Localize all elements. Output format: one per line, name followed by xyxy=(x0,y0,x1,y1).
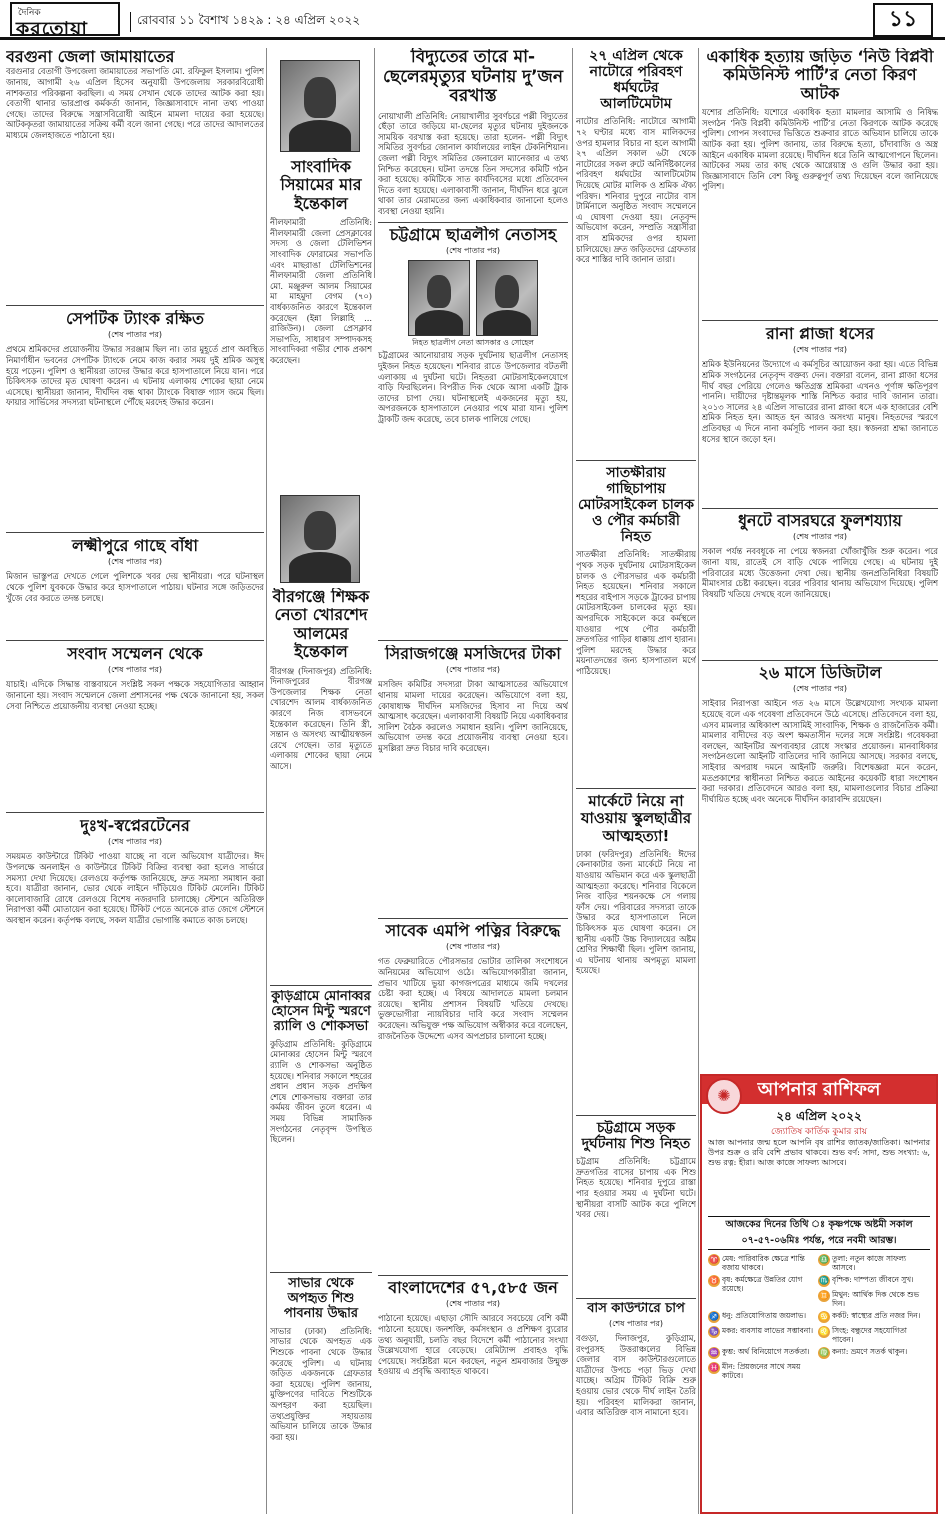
article-body: কুড়িগ্রাম প্রতিনিধি: কুড়িগ্রামে মোনাব্বর হোসেন মিন্টু স্মরণে র‌্যালি ও শোকসভা অনুষ্ঠিত হয়েছে। শনিবার সকালে শহরের প্রধান প্রধান সড়ক প্রদক্ষিণ শেষে শোকসভায় বক্তারা তার কর্মময় জীবন তুলে ধরেন। এ সময় বিভিন্ন সামাজিক সংগঠনের নেতৃবৃন্দ উপস্থিত ছিলেন। xyxy=(270,1038,372,1145)
article-body: যশোর প্রতিনিধি: যশোরে একাধিক হত্যা মামলার আসামি ও নিষিদ্ধ সংগঠন ‘নিউ বিপ্লবী কমিউনিস্ট পার্টি’র নেতা কিরণকে আটক করেছে পুলিশ। গোপন সংবাদের ভিত্তিতে শুক্রবার রাতে অভিযান চালিয়ে তাকে আটক করা হয়। পুলিশ জানায়, তার বিরুদ্ধে হত্যা, চাঁদাবাজি ও অস্ত্র আইনে একাধিক মামলা রয়েছে। দীর্ঘদিন ধরে তিনি আত্মগোপনে ছিলেন। আটকের সময় তার কাছ থেকে আগ্নেয়াস্ত্র ও গুলি উদ্ধার করা হয়। জিজ্ঞাসাবাদে তিনি বেশ কিছু গুরুত্বপূর্ণ তথ্য দিয়েছেন বলে জানিয়েছে পুলিশ। xyxy=(702,107,938,192)
article-body: প্রথমে শ্রমিকদের প্রয়োজনীয় উদ্ধার সরঞ্জাম ছিল না। তার মুহূর্তে প্রাণ অবস্থিত নিমার্ণাধীন ভবনের সেপটিক ট্যাংকে নেমে কাজ করার সময় দুই শ্রমিক অসুস্থ হয়ে পড়েন। পুলিশ ও স্থানীয়রা তাদের উদ্ধার করে হাসপাতালে নিয়ে যান। পরে চিকিৎসক তাদের মৃত ঘোষণা করেন। এ ঘটনায় এলাকায় শোকের ছায়া নেমে এসেছে। স্থানীয়রা জানান, দীর্ঘদিন বন্ধ থাকা ট্যাংকে বিষাক্ত গ্যাস জমে ছিল। ফায়ার সার্ভিসের সদস্যরা ঘটনাস্থলে পৌঁছে মরদেহ উদ্ধার করেন। xyxy=(6,344,264,408)
divider xyxy=(576,788,696,789)
article-septic-tank xyxy=(6,310,264,530)
column-rule xyxy=(698,48,699,1514)
pisces-icon: ♓ xyxy=(709,1363,719,1372)
divider xyxy=(270,985,372,986)
virgo-icon: ♍ xyxy=(819,1348,829,1357)
horoscope-intro: আজ আপনার জন্ম হলে আপনি বৃষ রাশির জাতক/জাতিকা। আপনার উপর শুক্র ও রবি বেশি প্রভাব থাকবে। শুভ বর্ণ: সাদা, শুভ সংখ্যা: ৬, শুভ রত্ন: হীরা। আজ কাজে সাফল্য আসবে। xyxy=(708,1138,930,1168)
article-body: মসজিদ কমিটির সদস্যরা টাকা আত্মসাতের অভিযোগে থানায় মামলা দায়ের করেছেন। অভিযোগে বলা হয়, কোষাধ্যক্ষ দীর্ঘদিন মসজিদের হিসাব না দিয়ে অর্থ আত্মসাৎ করেছেন। এলাকাবাসী বিষয়টি নিয়ে একাধিকবার সালিশ বৈঠক করলেও সমাধান হয়নি। পুলিশ জানিয়েছে, অভিযোগ তদন্ত করে প্রয়োজনীয় ব্যবস্থা নেওয়া হবে। মুসল্লিরা দ্রুত বিচার দাবি করেছেন। xyxy=(378,679,568,753)
article-ctg-student xyxy=(378,226,568,636)
leo-icon: ♌ xyxy=(819,1327,829,1336)
article-bus-counter xyxy=(576,1302,696,1512)
divider xyxy=(702,660,938,661)
continuation-note: (শেষ পাতার পর) xyxy=(107,557,163,567)
divider xyxy=(576,460,696,461)
article-headline[interactable]: ২৬ মাসে ডিজিটাল xyxy=(758,664,882,682)
article-body: সাভার (ঢাকা) প্রতিনিধি: সাভার থেকে অপহৃত এক শিশুকে পাবনা থেকে উদ্ধার করেছে পুলিশ। এ ঘটনায় জড়িত একজনকে গ্রেফতার করা হয়েছে। পুলিশ জানায়, মুক্তিপণের দাবিতে শিশুটিকে অপহরণ করা হয়েছিল। তথ্যপ্রযুক্তির সহায়তায় অভিযান চালিয়ে তাকে উদ্ধার করা হয়। xyxy=(270,1325,372,1442)
article-schoolgirl xyxy=(576,793,696,1113)
column-rule xyxy=(374,48,375,278)
article-lakshmipur xyxy=(6,537,264,637)
continuation-note: (শেষ পাতার পর) xyxy=(445,246,501,256)
article-sirajganj xyxy=(378,645,568,915)
masthead xyxy=(0,0,945,40)
article-body: গত ফেব্রুয়ারিতে পৌরসভার ভোটার তালিকা সংশোধনে অনিয়মের অভিযোগ ওঠে। অভিযোগকারীরা জানান, প্রভাব খাটিয়ে ভুয়া কাগজপত্রের মাধ্যমে জমি দখলের চেষ্টা করা হচ্ছে। এ বিষয়ে আদালতে মামলা চলমান রয়েছে। স্থানীয় প্রশাসন বিষয়টি খতিয়ে দেখছে। ভুক্তভোগীরা ন্যায়বিচার দাবি করে সংবাদ সম্মেলন করেছেন। অভিযুক্ত পক্ষ অভিযোগ অস্বীকার করে বলেছেন, রাজনৈতিক উদ্দেশ্যে এসব অপপ্রচার চালানো হচ্ছে। xyxy=(378,956,568,1041)
divider xyxy=(702,508,938,509)
article-rana-plaza xyxy=(702,325,938,505)
article-body: নাটোর প্রতিনিধি: নাটোরে আগামী ৭২ ঘণ্টার মধ্যে বাস মালিকদের ওপর হামলার বিচার না হলে আগামী ২৭ এপ্রিল সকাল ৬টা থেকে নাটোরের সকল রুটে অনির্দিষ্টকালের পরিবহণ ধর্মঘটের আলটিমেটাম দিয়েছে মোটর মালিক ও শ্রমিক ঐক্য পরিষদ। শনিবার দুপুরে নাটোর বাস টার্মিনালে অনুষ্ঠিত সংবাদ সম্মেলনে এ ঘোষণা দেওয়া হয়। নেতৃবৃন্দ অভিযোগ করেন, সম্প্রতি সন্ত্রাসীরা বাস শ্রমিকদের ওপর হামলা চালিয়েছে। দ্রুত জড়িতদের গ্রেফতার করে শাস্তির দাবি জানান তারা। xyxy=(576,116,696,265)
taurus-icon: ♉ xyxy=(709,1276,719,1285)
zodiac-signs-list xyxy=(708,1254,930,1510)
newspaper-logo[interactable] xyxy=(10,2,120,40)
article-train-tickets xyxy=(6,817,264,1512)
continuation-note: (শেষ পাতার পর) xyxy=(792,345,848,355)
article-dhunot xyxy=(702,512,938,657)
article-satkhira xyxy=(576,465,696,785)
divider xyxy=(378,640,568,641)
article-kiron-arrest xyxy=(702,48,938,318)
article-headline[interactable]: কুড়িগ্রামে মোনাব্বর হোসেন মিন্টু স্মরণে র‌্যালি ও শোকসভা xyxy=(271,990,371,1034)
article-body: চট্টগ্রাম প্রতিনিধি: চট্টগ্রামে দ্রুতগতির বাসের চাপায় এক শিশু নিহত হয়েছে। শনিবার দুপুরে রাস্তা পার হওয়ার সময় এ দুর্ঘটনা ঘটে। স্থানীয়রা বাসটি আটক করে পুলিশে খবর দেয়। xyxy=(576,1156,696,1220)
continuation-note: (শেষ পাতার পর) xyxy=(107,837,163,847)
divider xyxy=(6,305,264,306)
divider xyxy=(6,532,264,533)
divider xyxy=(6,640,264,641)
article-khorshed-obituary xyxy=(270,588,372,983)
portrait-photo xyxy=(408,260,470,336)
article-kurigram xyxy=(270,990,372,1270)
tithi-info: আজকের দিনের তিথি ঃ কৃষ্ণপক্ষে অষ্টমী সকাল ০৭-৫৭-০৬মিঃ পর্যন্ত, পরে নবমী আরম্ভ। xyxy=(708,1216,930,1250)
article-body: বীরগঞ্জ (দিনাজপুর) প্রতিনিধি: দিনাজপুরের বীরগঞ্জ উপজেলার শিক্ষক নেতা খোরশেদ আলম বার্ধক্যজনিত কারণে নিজ বাসভবনে ইন্তেকাল করেছেন। তিনি স্ত্রী, সন্তান ও অসংখ্য আত্মীয়স্বজন রেখে গেছেন। তার মৃত্যুতে এলাকায় শোকের ছায়া নেমে আসে। xyxy=(270,665,372,771)
page-number: ১১ xyxy=(873,3,933,37)
sagittarius-icon: ♐ xyxy=(709,1312,719,1321)
article-bangladesh-workers xyxy=(378,1279,568,1512)
article-body: মিজান ভাস্তুপত্র দেখতে গেলে পুলিশকে খবর দেয় স্থানীয়রা। পরে ঘটনাস্থল থেকে পুলিশ যুবককে উদ্ধার করে হাসপাতালে পাঠায়। ঘটনার সঙ্গে জড়িতদের খুঁজে বের করতে তদন্ত চলছে। xyxy=(6,571,264,603)
horoscope-date: ২৪ এপ্রিল ২০২২ xyxy=(776,1109,862,1123)
article-press-conference xyxy=(6,645,264,810)
capricorn-icon: ♑ xyxy=(709,1327,719,1336)
zodiac-sign: ♊ মিথুন: আর্থিক দিক থেকে শুভ দিন। xyxy=(819,1290,919,1308)
cancer-icon: ♋ xyxy=(819,1312,829,1321)
continuation-note: (শেষ পাতার পর) xyxy=(107,665,163,675)
horoscope-box xyxy=(700,1074,938,1514)
zodiac-sign: ♉ বৃষ: কর্মক্ষেত্রে উন্নতির যোগ রয়েছে। xyxy=(709,1275,803,1293)
divider xyxy=(270,1272,372,1273)
divider xyxy=(6,812,264,813)
article-headline[interactable]: সেপটিক ট্যাংক রক্ষিত xyxy=(66,310,204,328)
article-body: সময়মত কাউন্টারে টিকিট পাওয়া যাচ্ছে না বলে অভিযোগ যাত্রীদের। ঈদ উপলক্ষে অনলাইন ও কাউন্টারে টিকিট বিক্রির ব্যবস্থা করা হলেও সার্ভারে সমস্যা দেখা দিয়েছে। রেলওয়ে কর্তৃপক্ষ জানিয়েছে, দ্রুত সমস্যা সমাধান করা হবে। যাত্রীরা জানান, ভোর থেকে লাইনে দাঁড়িয়েও টিকিট মেলেনি। টিকিট কালোবাজারি রোধে রেলওয়ে বিশেষ নজরদারি চালাচ্ছে। স্টেশনে অতিরিক্ত নিরাপত্তা কর্মী মোতায়েন করা হয়েছে। টিকিট পেতে অনেকে রাত জেগে স্টেশনে অবস্থান করেন। কর্তৃপক্ষ বলছে, সকল যাত্রীর ভোগান্তি কমাতে কাজ চলছে। xyxy=(6,851,264,925)
logo-title: করতোয়া xyxy=(16,18,88,40)
divider xyxy=(576,1115,696,1116)
libra-icon: ♎ xyxy=(819,1255,829,1264)
article-headline[interactable]: সাংবাদিক সিয়ামের মার ইন্তেকাল xyxy=(280,158,362,213)
photo-caption: নিহত ছাত্রলীগ নেতা আসকার ও সোহেল xyxy=(412,338,534,348)
article-body: সকাল পর্যন্ত নববধূকে না পেয়ে স্বজনরা খোঁজাখুঁজি শুরু করেন। পরে জানা যায়, রাতেই সে বাড়ি থেকে পালিয়ে গেছে। এ ঘটনায় দুই পরিবারের মধ্যে উত্তেজনা দেখা দেয়। স্থানীয় জনপ্রতিনিধিরা বিষয়টি মীমাংসার চেষ্টা করছেন। বরের পরিবার থানায় অভিযোগ দিয়েছে। পুলিশ বিষয়টি খতিয়ে দেখছে বলে জানিয়েছে। xyxy=(702,546,938,599)
article-body: বগুড়া, দিনাজপুর, কুড়িগ্রাম, রংপুরসহ উত্তরাঞ্চলের বিভিন্ন জেলার বাস কাউন্টারগুলোতে যাত্রীদের উপচে পড়া ভিড় দেখা যাচ্ছে। অগ্রিম টিকিট বিক্রি শুরু হওয়ায় ভোর থেকে দীর্ঘ লাইন তৈরি হয়। পরিবহণ মালিকরা জানান, এবার অতিরিক্ত বাস নামানো হবে। xyxy=(576,1332,696,1418)
continuation-note: (শেষ পাতার পর) xyxy=(792,532,848,542)
article-headline[interactable]: একাধিক হত্যায় জড়িত ‘নিউ বিপ্লবী কমিউনিস্ট পার্টি’র নেতা কিরণ আটক xyxy=(706,48,934,103)
zodiac-sign: ♋ কর্কট: স্বাস্থ্যের প্রতি নজর দিন। xyxy=(819,1311,921,1321)
article-former-mp xyxy=(378,922,568,1272)
article-headline[interactable]: চট্টগ্রামে ছাত্রলীগ নেতাসহ xyxy=(389,226,557,244)
article-headline[interactable]: বাস কাউন্টারে চাপ xyxy=(587,1302,685,1316)
article-body: যাচাই। এদিকে সিদ্ধান্ত বাস্তবায়নে সংশ্লিষ্ট সকল পক্ষকে সহযোগিতার আহ্বান জানানো হয়। সংবাদ সম্মেলনে জেলা প্রশাসনের পক্ষ থেকে জানানো হয়, সকল সেবা নিশ্চিতে প্রয়োজনীয় ব্যবস্থা নেওয়া হচ্ছে। xyxy=(6,679,264,711)
zodiac-sign: ♌ সিংহ: বন্ধুদের সহযোগিতা পাবেন। xyxy=(819,1326,907,1344)
article-headline[interactable]: সিরাজগঞ্জে মসজিদের টাকা xyxy=(385,645,561,663)
zodiac-sign: ♎ তুলা: নতুন কাজে সাফল্য আসবে। xyxy=(819,1254,907,1272)
portrait-photo xyxy=(476,260,538,336)
photo-pair xyxy=(378,260,568,348)
article-headline[interactable]: সাভার থেকে অপহৃত শিশু পাবনায় উদ্ধার xyxy=(283,1277,359,1321)
zodiac-sign: ♓ মীন: প্রিয়জনের সাথে সময় কাটবে। xyxy=(709,1362,801,1380)
aquarius-icon: ♒ xyxy=(709,1348,719,1357)
horoscope-title[interactable]: আপনার রাশিফল xyxy=(702,1076,936,1104)
article-body: পাঠানো হয়েছে। এছাড়া সৌদি আরবে সবচেয়ে বেশি কর্মী পাঠানো হয়েছে। জনশক্তি, কর্মসংস্থান ও প্রশিক্ষণ ব্যুরোর তথ্য অনুযায়ী, চলতি বছর বিদেশে কর্মী পাঠানোর সংখ্যা উল্লেখযোগ্য হারে বেড়েছে। রেমিট্যান্স প্রবাহও বৃদ্ধি পেয়েছে। সংশ্লিষ্টরা মনে করছেন, নতুন শ্রমবাজার উন্মুক্ত হওয়ায় এ প্রবৃদ্ধি অব্যাহত থাকবে। xyxy=(378,1313,568,1377)
continuation-note: (শেষ পাতার পর) xyxy=(445,665,501,675)
divider xyxy=(576,1298,696,1299)
scorpio-icon: ♏ xyxy=(819,1276,829,1285)
article-siyam-obituary xyxy=(270,158,372,488)
article-digital-security xyxy=(702,664,938,1069)
zodiac-sign: ♍ কন্যা: ভ্রমণে সতর্ক থাকুন। xyxy=(819,1347,908,1357)
zodiac-wheel-icon: ✺ xyxy=(706,1078,742,1114)
article-ctg-child xyxy=(576,1120,696,1295)
article-savar xyxy=(270,1277,372,1512)
article-electric-death xyxy=(378,48,568,218)
portrait-photo xyxy=(280,60,360,152)
logo-subtitle: দৈনিক xyxy=(18,8,41,18)
column-rule xyxy=(572,48,573,1514)
continuation-note: (শেষ পাতার পর) xyxy=(445,942,501,952)
article-headline[interactable]: বিদ্যুতের তারে মা-ছেলেরমৃত্যুর ঘটনায় দু’জন বরখাস্ত xyxy=(383,48,563,107)
article-headline[interactable]: লক্ষ্মীপুরে গাছে বাঁধা xyxy=(71,537,199,555)
article-headline[interactable]: বাংলাদেশের ৫৭,৫৮৫ জন xyxy=(388,1279,558,1297)
article-natore-strike xyxy=(576,48,696,458)
divider xyxy=(378,1275,568,1276)
article-body: সাতক্ষীরা প্রতিনিধি: সাতক্ষীরায় পৃথক সড়ক দুর্ঘটনায় মোটরসাইকেল চালক ও পৌরসভার এক কর্মচারী নিহত হয়েছেন। শনিবার সকালে শহরের বাইপাস সড়কে ট্রাকের চাপায় মোটরসাইকেল চালকের মৃত্যু হয়। অপরদিকে সাইকেলে করে কর্মস্থলে যাওয়ার পথে পৌর কর্মচারী দ্রুতগতির গাড়ির ধাক্কায় প্রাণ হারান। পুলিশ মরদেহ উদ্ধার করে ময়নাতদন্তের জন্য হাসপাতাল মর্গে পাঠিয়েছে। xyxy=(576,549,696,676)
zodiac-sign: ♈ মেষ: পারিবারিক ক্ষেত্রে শান্তি বজায় থাকবে। xyxy=(709,1254,805,1272)
aries-icon: ♈ xyxy=(709,1255,719,1264)
dateline: রোববার ১১ বৈশাখ ১৪২৯ : ২৪ এপ্রিল ২০২২ xyxy=(130,12,360,32)
article-headline[interactable]: দুঃখ-স্বপ্নেরটেনের xyxy=(80,817,190,835)
column-rule xyxy=(266,48,267,1514)
divider xyxy=(702,320,938,321)
article-body: নীলফামারী প্রতিনিধি: নীলফামারী জেলা প্রেসক্লাবের সদস্য ও জেলা টেলিভিশন সাংবাদিক ফোরামের সভাপতি এবং মাছরাঙা টেলিভিশনের নীলফামারী জেলা প্রতিনিধি মো. মঞ্জুরুল আলম সিয়ামের মা মাহমুদা বেগম (৭০) বার্ধক্যজনিত কারণে ইন্তেকাল করেছেন (ইন্না লিল্লাহি ... রাজিউন)। জেলা প্রেসক্লাব সভাপতি, সাধারণ সম্পাদকসহ সাংবাদিকরা গভীর শোক প্রকাশ করেছেন। xyxy=(270,217,372,365)
divider xyxy=(378,918,568,919)
continuation-note: (শেষ পাতার পর) xyxy=(608,1318,664,1328)
article-body: ঢাকা (ফরিদপুর) প্রতিনিধি: ঈদের কেনাকাটার জন্য মার্কেটে নিয়ে না যাওয়ায় অভিমান করে এক স্কুলছাত্রী আত্মহত্যা করেছে। শনিবার বিকেলে নিজ বাড়ির শয়নকক্ষে সে গলায় ফাঁস দেয়। পরিবারের সদস্যরা তাকে উদ্ধার করে হাসপাতালে নিলে চিকিৎসক মৃত ঘোষণা করেন। সে স্থানীয় একটি উচ্চ বিদ্যালয়ের অষ্টম শ্রেণির শিক্ষার্থী ছিল। পুলিশ জানায়, এ ঘটনায় থানায় অপমৃত্যু মামলা হয়েছে। xyxy=(576,848,696,976)
portrait-photo xyxy=(280,495,360,583)
article-headline[interactable]: রানা প্লাজা ধসের xyxy=(765,325,875,343)
zodiac-sign: ♐ ধনু: প্রতিযোগিতায় জয়লাভ। xyxy=(709,1311,807,1321)
divider xyxy=(378,222,568,223)
article-headline[interactable]: সাতক্ষীরায় গাছিচাপায় মোটরসাইকেল চালক ও পৌর কর্মচারী নিহত xyxy=(578,465,694,546)
article-body: শ্রমিক ইউনিয়নের উদ্যোগে এ কর্মসূচির আয়োজন করা হয়। এতে বিভিন্ন শ্রমিক সংগঠনের নেতৃবৃন্দ বক্তব্য দেন। বক্তারা বলেন, রানা প্লাজা ধসের দীর্ঘ বছর পেরিয়ে গেলেও ক্ষতিগ্রস্ত শ্রমিকরা এখনও পূর্ণাঙ্গ ক্ষতিপূরণ পাননি। দায়ীদের দৃষ্টান্তমূলক শাস্তি নিশ্চিত করার দাবি জানান তারা। ২০১৩ সালের ২৪ এপ্রিল সাভারের রানা প্লাজা ধসে এক হাজারের বেশি শ্রমিক নিহত হন। আহত হন আরও অসংখ্য মানুষ। নিহতদের স্মরণে প্রতিবছর এ দিনে নানা কর্মসূচি পালন করা হয়। স্বজনরা শ্রদ্ধা জানাতে ধসের স্থানে জড়ো হন। xyxy=(702,359,938,444)
article-headline[interactable]: ২৭ এপ্রিল থেকে নাটোরে পরিবহণ ধর্মঘটের আলটিমেটাম xyxy=(589,48,683,113)
zodiac-sign: ♒ কুম্ভ: অর্থ বিনিয়োগে সতর্কতা। xyxy=(709,1347,810,1357)
article-headline[interactable]: বরগুনা জেলা জামায়াতের xyxy=(6,48,175,66)
article-headline[interactable]: বীরগঞ্জে শিক্ষক নেতা খোরশেদ আলমের ইন্তেকাল xyxy=(272,588,370,662)
continuation-note: (শেষ পাতার পর) xyxy=(107,330,163,340)
continuation-note: (শেষ পাতার পর) xyxy=(792,684,848,694)
article-borguna xyxy=(6,48,264,303)
horoscope-author: জ্যোতিষ কার্তিক কুমার রায় xyxy=(770,1127,868,1137)
article-body: চট্টগ্রামের আনোয়ারায় সড়ক দুর্ঘটনায় ছাত্রলীগ নেতাসহ দুইজন নিহত হয়েছেন। শনিবার রাতে উপজেলার বটতলী এলাকায় এ দুর্ঘটনা ঘটে। নিহতরা মোটরসাইকেলযোগে বাড়ি ফিরছিলেন। বিপরীত দিক থেকে আসা একটি ট্রাক তাদের চাপা দেয়। ঘটনাস্থলেই একজনের মৃত্যু হয়, অপরজনকে হাসপাতালে নেওয়ার পথে মারা যান। পুলিশ ট্রাকটি জব্দ করেছে, তবে চালক পালিয়ে গেছে। xyxy=(378,350,568,424)
article-body: নোয়াখালী প্রতিনিধি: নোয়াখালীর সুবর্ণচরে পল্লী বিদ্যুতের ছেঁড়া তারে জড়িয়ে মা-ছেলের মৃত্যুর ঘটনায় দুইজনকে সাময়িক বরখাস্ত করা হয়েছে। তারা হলেন- পল্লী বিদ্যুৎ সমিতির সুবর্ণচর জোনাল কার্যালয়ের লাইন টেকনিশিয়ান। জেলা পল্লী বিদ্যুৎ সমিতির জেনারেল ম্যানেজার এ তথ্য নিশ্চিত করেছেন। ঘটনা তদন্তে তিন সদস্যের কমিটি গঠন করা হয়েছে। কমিটিকে সাত কার্যদিবসের মধ্যে প্রতিবেদন দিতে বলা হয়েছে। এলাকাবাসী জানান, দীর্ঘদিন ধরে ঝুলে থাকা তার মেরামতের জন্য একাধিকবার জানানো হলেও ব্যবস্থা নেওয়া হয়নি। xyxy=(378,110,568,216)
article-body: বরগুনার বেতাগী উপজেলা জামায়াতের সভাপতি মো. রফিকুল ইসলাম। পুলিশ জানায়, আগামী ২৬ এপ্রিল হিসেব অনুযায়ী উপজেলায় সরকারবিরোধী নাশকতার পরিকল্পনা করছিল। এ সময় সেখান থেকে তাদের আটক করা হয়। বেতাগী থানার ভারপ্রাপ্ত কর্মকর্তা জানান, জিজ্ঞাসাবাদে নানা তথ্য পাওয়া গেছে। তাদের বিরুদ্ধে সন্ত্রাসবিরোধী আইনে মামলা দায়ের করা হয়েছে। আটককৃতরা জামায়াতের সক্রিয় কর্মী বলে জানা গেছে। পরে তাদের আদালতের মাধ্যমে জেলহাজতে পাঠানো হয়। xyxy=(6,66,264,140)
article-body: সাইবার নিরাপত্তা আইনে গত ২৬ মাসে উল্লেখযোগ্য সংখ্যক মামলা হয়েছে বলে এক গবেষণা প্রতিবেদনে উঠে এসেছে। প্রতিবেদনে বলা হয়, এসব মামলার অধিকাংশ আসামিই সাংবাদিক, শিক্ষক ও রাজনৈতিক কর্মী। মামলার বাদীদের বড় অংশ ক্ষমতাসীন দলের সঙ্গে সংশ্লিষ্ট। গবেষকরা বলছেন, আইনটির অপব্যবহার রোধে সংস্কার প্রয়োজন। মানবাধিকার সংগঠনগুলো আইনটি বাতিলের দাবি জানিয়ে আসছে। সরকার বলছে, সাইবার অপরাধ দমনে আইনটি জরুরি। বিশেষজ্ঞরা মনে করেন, মতপ্রকাশের স্বাধীনতা নিশ্চিত করতে আইনের কয়েকটি ধারা সংশোধন করা দরকার। প্রতিবেদনে আরও বলা হয়, মামলাগুলোর বিচার প্রক্রিয়া দীর্ঘায়িত হচ্ছে এবং অনেকে দীর্ঘদিন কারাবন্দি রয়েছেন। xyxy=(702,698,938,804)
zodiac-sign: ♑ মকর: ব্যবসায় লাভের সম্ভাবনা। xyxy=(709,1326,813,1336)
article-headline[interactable]: সংবাদ সম্মেলন থেকে xyxy=(67,645,203,663)
continuation-note: (শেষ পাতার পর) xyxy=(445,1299,501,1309)
article-headline[interactable]: ধুনটে বাসরঘরে ফুলশয্যায় xyxy=(738,512,902,530)
zodiac-sign: ♏ বৃশ্চিক: দাম্পত্য জীবনে সুখ। xyxy=(819,1275,914,1285)
article-headline[interactable]: সাবেক এমপি পত্নির বিরুদ্ধে xyxy=(385,922,561,940)
article-headline[interactable]: চট্টগ্রামে সড়ক দুর্ঘটনায় শিশু নিহত xyxy=(581,1120,691,1153)
gemini-icon: ♊ xyxy=(819,1291,829,1300)
article-headline[interactable]: মার্কেটে নিয়ে না যাওয়ায় স্কুলছাত্রীর আত্মহত্যা! xyxy=(580,793,692,845)
